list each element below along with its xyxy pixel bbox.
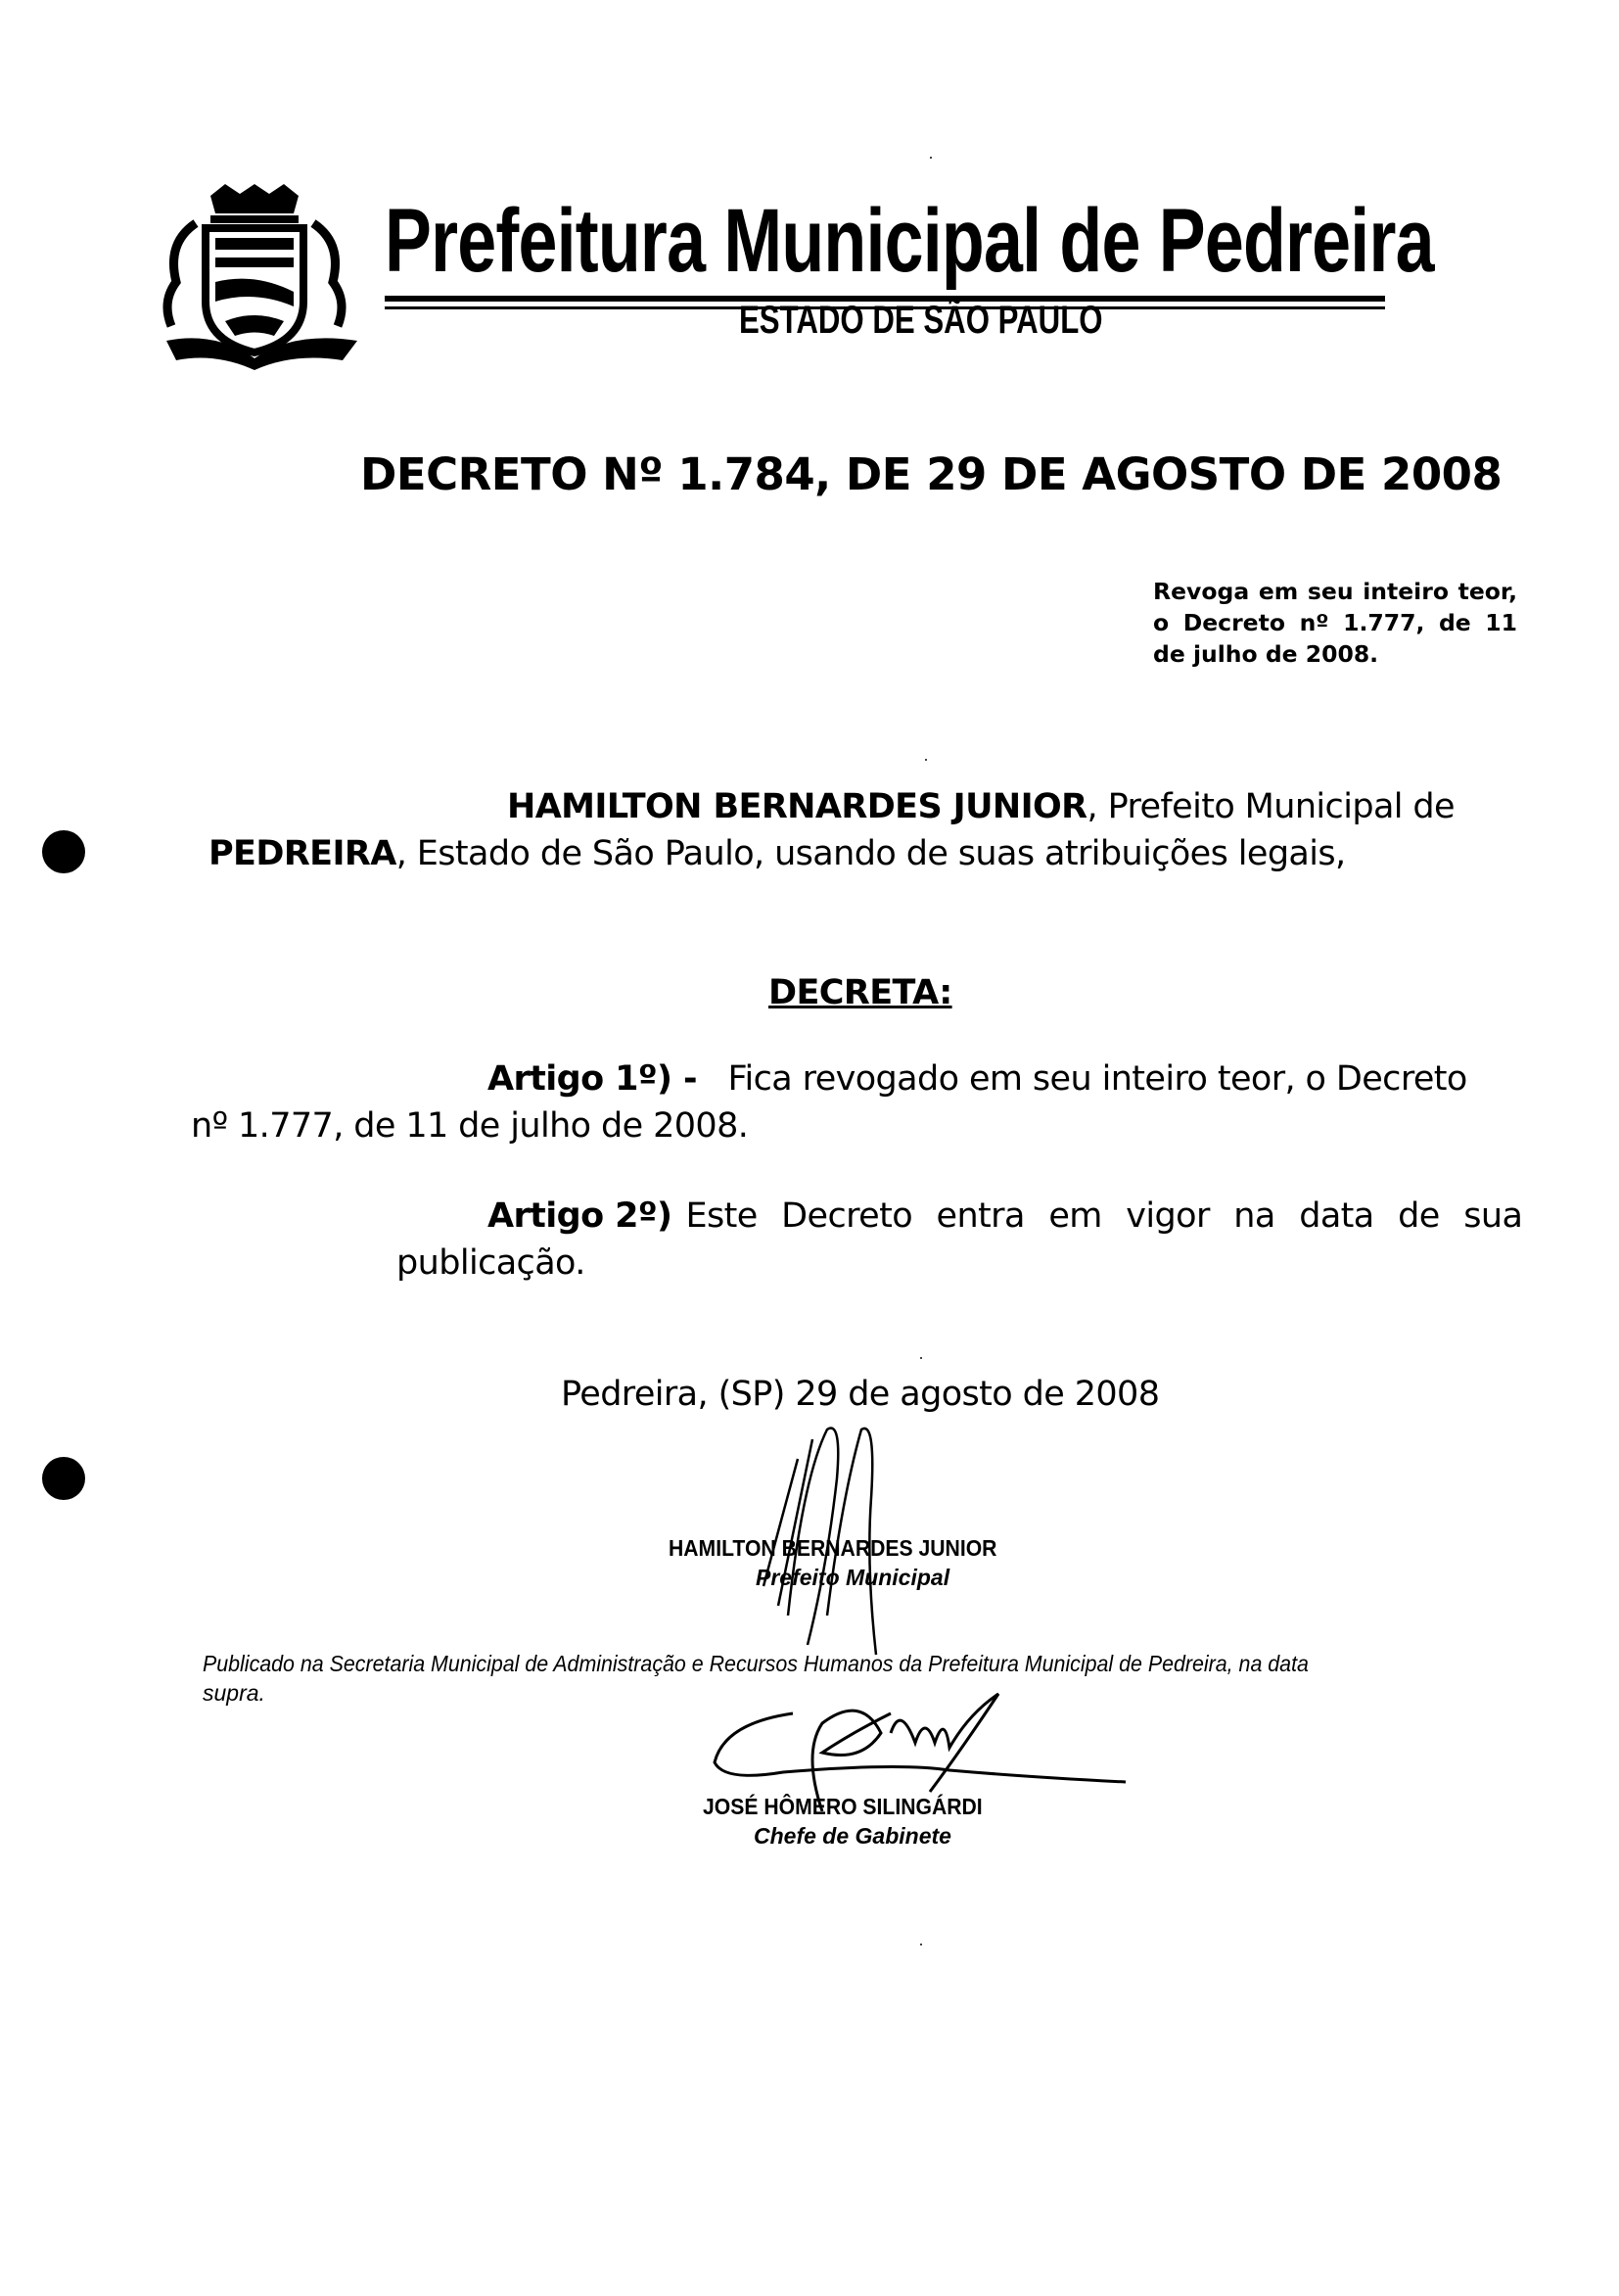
city-name: PEDREIRA: [208, 834, 396, 873]
signatory-2-name: JOSÉ HÔMERO SILINGÁRDI: [703, 1794, 983, 1819]
date-line: Pedreira, (SP) 29 de agosto de 2008: [561, 1375, 1160, 1414]
punch-hole: [42, 830, 85, 873]
signature-mayor: [705, 1420, 940, 1664]
article-label: Artigo 1º) -: [487, 1059, 697, 1099]
scan-speck: [930, 157, 932, 159]
decree-heading: DECRETO Nº 1.784, DE 29 DE AGOSTO DE 2008: [360, 448, 1503, 500]
signatory-2-role: Chefe de Gabinete: [754, 1823, 951, 1849]
article-text: Fica revogado em seu inteiro teor, o Decreto: [727, 1059, 1467, 1099]
preamble-line-1: [507, 783, 1455, 830]
header-subtitle: ESTADO DE SÃO PAULO: [739, 299, 1103, 342]
article-text: Este Decreto entra em vigor na data de sua: [685, 1196, 1523, 1236]
signature-chief: [705, 1655, 1145, 1811]
scan-speck: [920, 1944, 922, 1945]
signatory-1-name: HAMILTON BERNARDES JUNIOR: [669, 1535, 997, 1561]
scan-speck: [925, 759, 927, 761]
article-label: Artigo 2º): [487, 1196, 672, 1236]
article-2-line-2: publicação.: [396, 1243, 585, 1283]
mayor-name: HAMILTON BERNARDES JUNIOR: [507, 787, 1087, 826]
header-title: Prefeitura Municipal de Pedreira: [385, 191, 1434, 291]
preamble-text: , Prefeito Municipal de: [1087, 787, 1455, 826]
article-2-line-1: [487, 1193, 1523, 1240]
preamble-line-2: [208, 830, 1346, 877]
publication-line-2: supra.: [203, 1680, 265, 1706]
coat-of-arms-logo: [157, 184, 367, 370]
decreta-heading: DECRETA:: [768, 973, 952, 1012]
scan-speck: [920, 1357, 922, 1359]
publication-line-1: Publicado na Secretaria Municipal de Administração e Recursos Humanos da Prefeitura Municipal de Pedreira, na data: [203, 1651, 1309, 1676]
punch-hole: [42, 1457, 85, 1500]
article-1-line-2: nº 1.777, de 11 de julho de 2008.: [191, 1106, 749, 1146]
decree-ementa: Revoga em seu inteiro teor, o Decreto nº 1.777, de 11 de julho de 2008.: [1153, 578, 1517, 668]
signatory-1-role: Prefeito Municipal: [756, 1565, 950, 1590]
article-1-line-1: [487, 1055, 1467, 1102]
preamble-text: , Estado de São Paulo, usando de suas atribuições legais,: [395, 834, 1346, 873]
